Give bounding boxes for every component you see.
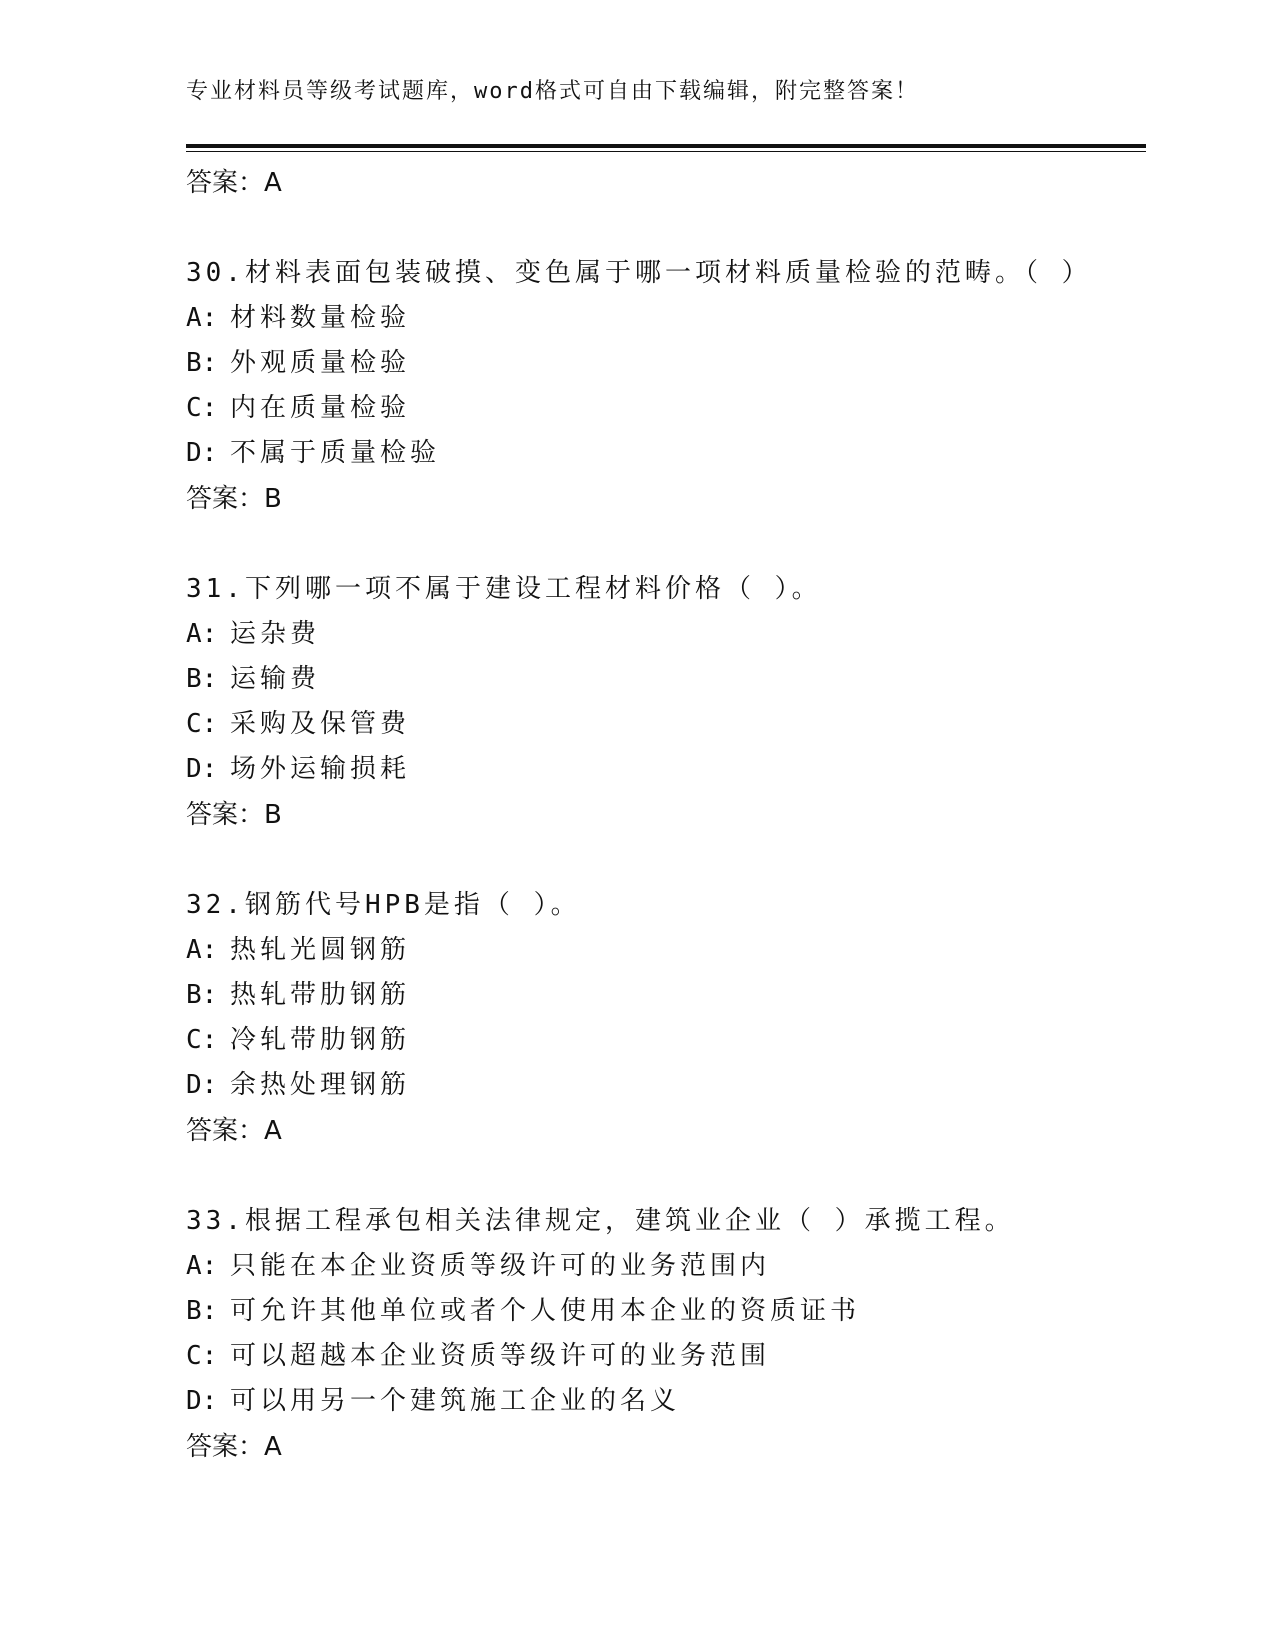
option-b (186, 973, 1146, 1018)
option-c (186, 702, 1146, 747)
option-text: 只能在本企业资质等级许可的业务范围内 (230, 1251, 771, 1281)
option-d (186, 1379, 1146, 1424)
option-text: 可以超越本企业资质等级许可的业务范围 (230, 1341, 771, 1371)
option-a (186, 612, 1146, 657)
option-d (186, 431, 1146, 476)
page-header: 专业材料员等级考试题库，word格式可自由下载编辑，附完整答案！ (186, 79, 919, 104)
option-letter: A: (186, 1251, 218, 1281)
option-text: 采购及保管费 (230, 709, 411, 739)
option-text: 可以用另一个建筑施工企业的名义 (230, 1386, 681, 1416)
option-letter: D: (186, 1386, 218, 1416)
answer-line: 答案：B (186, 800, 282, 830)
option-c (186, 1334, 1146, 1379)
option-letter: D: (186, 438, 218, 468)
option-c (186, 386, 1146, 431)
option-letter: B: (186, 348, 218, 378)
option-letter: C: (186, 1341, 218, 1371)
question-block (186, 1198, 1146, 1470)
option-text: 热轧光圆钢筋 (230, 935, 411, 965)
question-text: 31.下列哪一项不属于建设工程材料价格（ ）。 (186, 574, 822, 604)
option-c (186, 1018, 1146, 1063)
question-list (186, 160, 1146, 1470)
option-text: 余热处理钢筋 (230, 1070, 411, 1100)
header-rule-thick (186, 144, 1146, 148)
option-a (186, 1244, 1146, 1289)
option-letter: D: (186, 1070, 218, 1100)
option-text: 不属于质量检验 (230, 438, 441, 468)
answer-line: 答案：B (186, 484, 282, 514)
option-text: 运杂费 (230, 619, 321, 649)
option-letter: C: (186, 1025, 218, 1055)
option-d (186, 1063, 1146, 1108)
question-text: 33.根据工程承包相关法律规定，建筑业企业（ ）承揽工程。 (186, 1206, 1015, 1236)
option-letter: C: (186, 393, 218, 423)
option-text: 内在质量检验 (230, 393, 411, 423)
option-letter: B: (186, 664, 218, 694)
question-block (186, 250, 1146, 522)
header-rule-thin (186, 151, 1146, 152)
option-b (186, 341, 1146, 386)
option-letter: B: (186, 980, 218, 1010)
option-text: 热轧带肋钢筋 (230, 980, 411, 1010)
answer-line: 答案：A (186, 1116, 282, 1146)
option-letter: D: (186, 754, 218, 784)
answer-line: 答案：A (186, 168, 282, 198)
option-text: 材料数量检验 (230, 303, 411, 333)
question-block (186, 566, 1146, 838)
option-b (186, 657, 1146, 702)
option-letter: A: (186, 303, 218, 333)
question-text: 32.钢筋代号HPB是指（ ）。 (186, 890, 581, 920)
answer-line: 答案：A (186, 1432, 282, 1462)
option-letter: A: (186, 619, 218, 649)
option-text: 外观质量检验 (230, 348, 411, 378)
option-text: 冷轧带肋钢筋 (230, 1025, 411, 1055)
option-text: 运输费 (230, 664, 321, 694)
option-text: 场外运输损耗 (230, 754, 411, 784)
option-b (186, 1289, 1146, 1334)
option-a (186, 296, 1146, 341)
option-letter: A: (186, 935, 218, 965)
question-text: 30.材料表面包装破摸、变色属于哪一项材料质量检验的范畴。（ ） (186, 258, 1092, 288)
question-block (186, 882, 1146, 1154)
option-letter: C: (186, 709, 218, 739)
option-a (186, 928, 1146, 973)
option-letter: B: (186, 1296, 218, 1326)
option-text: 可允许其他单位或者个人使用本企业的资质证书 (230, 1296, 861, 1326)
option-d (186, 747, 1146, 792)
